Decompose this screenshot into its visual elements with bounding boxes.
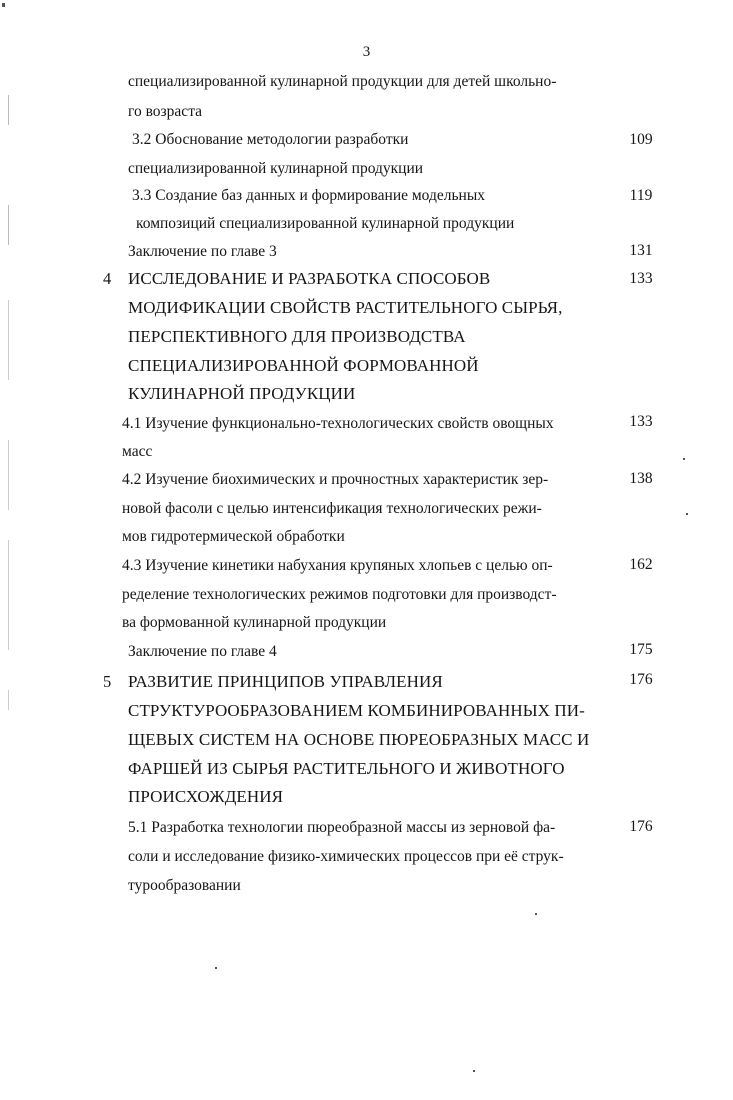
page-number: 3 [362, 44, 371, 60]
toc-page-number: 175 [629, 641, 653, 658]
toc-entry-text: турообразовании [128, 877, 241, 894]
scan-speck [8, 205, 9, 245]
toc-entry-text: 4.1 Изучение функционально-технологических свойств овощных [122, 415, 554, 432]
toc-entry-text: ва формованной кулинарной продукции [122, 614, 387, 631]
scan-speck [8, 300, 9, 380]
toc-entry-text: специализированной кулинарной продукции для детей школьно- [128, 73, 557, 90]
toc-page-number: 133 [629, 270, 653, 287]
toc-page-number: 162 [629, 556, 653, 573]
scan-speck [2, 3, 5, 7]
scan-speck [8, 440, 9, 510]
toc-entry-text: Заключение по главе 4 [128, 643, 277, 660]
scan-speck [686, 513, 688, 515]
chapter-number: 5 [103, 672, 112, 691]
toc-entry-text: новой фасоли с целью интенсификация технологических режи- [122, 500, 542, 517]
toc-entry-text: 3.3 Создание баз данных и формирование модельных [132, 187, 486, 204]
toc-entry-text: ределение технологических режимов подготовки для производст- [122, 586, 557, 603]
scan-speck [8, 690, 9, 710]
toc-entry-text: композиций специализированной кулинарной продукции [136, 215, 515, 232]
toc-page-number: 138 [629, 470, 653, 487]
scan-speck [535, 913, 537, 915]
toc-entry-text: 5.1 Разработка технологии пюреобразной массы из зерновой фа- [128, 819, 556, 836]
toc-entry-text: 4.3 Изучение кинетики набухания крупяных хлопьев с целью оп- [122, 557, 553, 574]
chapter-title-line: ПЕРСПЕКТИВНОГО ДЛЯ ПРОИЗВОДСТВА [128, 327, 466, 346]
chapter-title-line: ИССЛЕДОВАНИЕ И РАЗРАБОТКА СПОСОБОВ [128, 269, 491, 288]
toc-entry-text: масс [122, 443, 153, 460]
toc-entry-text: мов гидротермической обработки [122, 528, 345, 545]
chapter-title-line: ЩЕВЫХ СИСТЕМ НА ОСНОВЕ ПЮРЕОБРАЗНЫХ МАСС И [128, 730, 590, 749]
toc-entry-text: 3.2 Обоснование методологии разработки [132, 131, 409, 148]
scan-speck [8, 95, 9, 125]
toc-page-number: 133 [629, 413, 653, 430]
chapter-title-line: МОДИФИКАЦИИ СВОЙСТВ РАСТИТЕЛЬНОГО СЫРЬЯ, [128, 298, 563, 317]
toc-entry-text: го возраста [128, 103, 203, 120]
toc-entry-text: Заключение по главе 3 [128, 243, 277, 260]
chapter-title-line: ПРОИСХОЖДЕНИЯ [128, 787, 284, 806]
scan-speck [8, 540, 9, 650]
toc-page-number: 176 [629, 818, 653, 835]
toc-page-number: 131 [629, 242, 653, 259]
chapter-title-line: КУЛИНАРНОЙ ПРОДУКЦИИ [128, 384, 356, 403]
toc-entry-text: специализированной кулинарной продукции [128, 160, 424, 177]
toc-entry-text: 4.2 Изучение биохимических и прочностных характеристик зер- [122, 471, 549, 488]
scan-speck [473, 1070, 475, 1072]
chapter-title-line: СТРУКТУРООБРАЗОВАНИЕМ КОМБИНИРОВАННЫХ ПИ- [128, 701, 585, 720]
scan-speck [215, 967, 217, 969]
chapter-title-line: РАЗВИТИЕ ПРИНЦИПОВ УПРАВЛЕНИЯ [128, 672, 443, 691]
toc-page-number: 109 [629, 131, 653, 148]
chapter-title-line: ФАРШЕЙ ИЗ СЫРЬЯ РАСТИТЕЛЬНОГО И ЖИВОТНОГО [128, 759, 565, 778]
scan-speck [683, 458, 685, 460]
toc-entry-text: соли и исследование физико-химических процессов при её струк- [128, 848, 564, 865]
chapter-title-line: СПЕЦИАЛИЗИРОВАННОЙ ФОРМОВАННОЙ [128, 356, 479, 375]
toc-page-number: 119 [629, 187, 653, 204]
chapter-number: 4 [103, 269, 112, 288]
toc-page-number: 176 [629, 671, 653, 688]
